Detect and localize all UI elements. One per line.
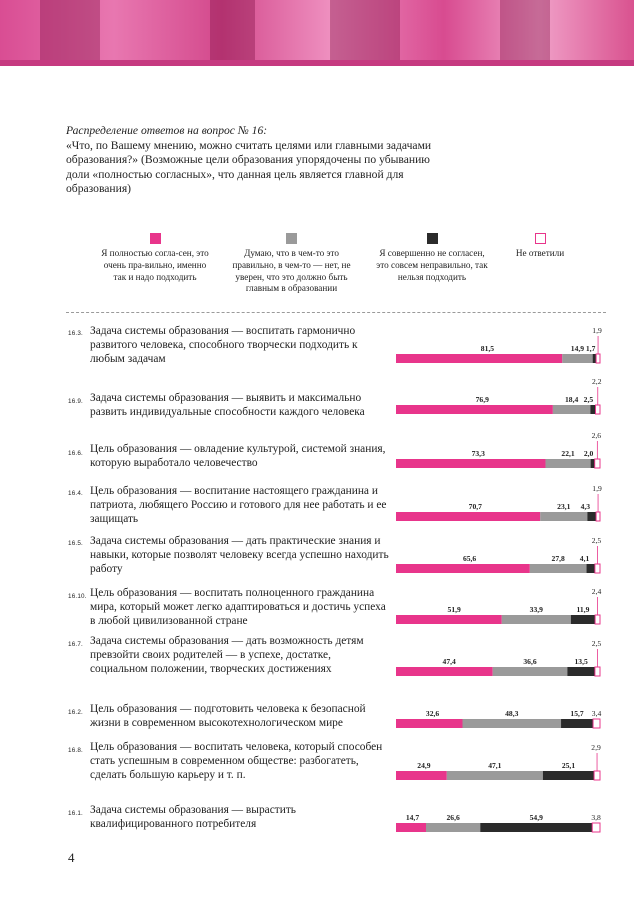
row-label: Задача системы образования — дать практические знания и навыки, которые позволят человеку всегда успешно находить работу	[90, 535, 389, 575]
row-label: Задача системы образования — дать возможность детям превзойти своих родителей — в успехе, достатке, социальном положении, творческих достижениях	[90, 635, 364, 675]
bar-segment-no-answer	[595, 667, 600, 676]
bar-value-label: 47,4	[442, 657, 456, 666]
row-code: 16.7.	[68, 641, 84, 648]
bar-segment-partly-agree	[562, 354, 592, 363]
bar-segment-no-answer	[592, 823, 600, 832]
bar-segment-disagree	[587, 564, 595, 573]
row-label: Цель образования — подготовить человека к безопасной жизни в современном высокотехнологическом мире	[90, 703, 366, 729]
bar-value-label: 51,9	[447, 605, 461, 614]
bar-value-label: 2,5	[583, 395, 594, 404]
bar-segment-partly-agree	[447, 771, 543, 780]
bar-value-label: 18,4	[564, 395, 579, 404]
bar-value-label: 27,8	[551, 554, 565, 563]
bar-segment-partly-agree	[540, 512, 587, 521]
bar-value-label: 2,5	[591, 639, 602, 648]
bar-value-label: 36,6	[523, 657, 537, 666]
legend-label: Думаю, что в чем-то это правильно, в чем-то — нет, не уверен, что это должно быть главным в образовании	[232, 248, 351, 294]
bar-value-label: 2,5	[591, 536, 602, 545]
bar-value-label: 15,7	[570, 709, 584, 718]
bar-segment-partly-agree	[553, 405, 591, 414]
bar-segment-partly-agree	[426, 823, 480, 832]
bar-value-label: 23,1	[557, 502, 571, 511]
row-code: 16.4.	[68, 490, 84, 497]
bar-segment-fully-agree	[396, 512, 540, 521]
bar-segment-fully-agree	[396, 354, 562, 363]
bar-segment-partly-agree	[530, 564, 587, 573]
bar-segment-partly-agree	[502, 615, 571, 624]
bar-value-label: 3,4	[591, 709, 602, 718]
bar-segment-fully-agree	[396, 667, 493, 676]
bar-value-label: 70,7	[468, 502, 482, 511]
bar-segment-fully-agree	[396, 771, 447, 780]
row-label: Цель образования — воспитать человека, который способен стать успешным в современном обществе: разбогатеть, сделать большую карьеру и т. п.	[90, 741, 383, 781]
row-label: Цель образования — воспитать полноценного гражданина мира, который может легко адаптироваться и достичь успеха в любой цивилизованной стране	[90, 587, 386, 627]
bar-value-label: 33,9	[529, 605, 543, 614]
bar-segment-no-answer	[596, 512, 600, 521]
bar-value-label: 48,3	[505, 709, 519, 718]
bar-value-label: 54,9	[529, 813, 543, 822]
bar-segment-partly-agree	[546, 459, 591, 468]
bar-segment-fully-agree	[396, 405, 553, 414]
legend-label: Не ответили	[515, 248, 565, 258]
bar-value-label: 1,9	[592, 484, 602, 493]
bar-value-label: 1,9	[592, 326, 602, 335]
bar-segment-fully-agree	[396, 564, 530, 573]
bar-segment-no-answer	[595, 564, 600, 573]
row-label: Цель образования — воспитание настоящего гражданина и патриота, любящего Россию и готового для нее работать и ее защищать	[90, 485, 387, 525]
bar-value-label: 81,5	[480, 344, 495, 353]
bar-segment-disagree	[590, 405, 595, 414]
bar-value-label: 4,1	[579, 554, 590, 563]
bar-segment-no-answer	[596, 405, 600, 414]
bar-segment-fully-agree	[396, 719, 463, 728]
row-code: 16.1.	[68, 810, 84, 817]
bar-value-label: 76,9	[475, 395, 489, 404]
bar-value-label: 13,5	[574, 657, 588, 666]
bar-value-label: 2,4	[591, 587, 602, 596]
bar-segment-no-answer	[595, 615, 600, 624]
bar-value-label: 25,1	[561, 761, 576, 770]
question-text: «Что, по Вашему мнению, можно считать целями или главными задачами образования?» (Возможные цели образования упорядочены по убыванию доли «полностью согласных», что данная цель является главной для образования)	[66, 138, 432, 195]
legend-label: Я совершенно не согласен, это совсем неправильно, так нельзя подходить	[376, 248, 488, 282]
row-code: 16.6.	[68, 450, 84, 457]
bar-segment-fully-agree	[396, 615, 502, 624]
bar-segment-disagree	[587, 512, 596, 521]
legend-label: Я полностью согла-сен, это очень пра-вильно, именно так и надо подходить	[101, 248, 209, 282]
bar-segment-disagree	[480, 823, 592, 832]
bar-value-label: 22,1	[561, 449, 575, 458]
row-code: 16.2.	[68, 709, 84, 716]
bar-segment-disagree	[567, 667, 595, 676]
bar-value-label: 26,6	[446, 813, 460, 822]
bar-segment-disagree	[593, 354, 596, 363]
question-intro: Распределение ответов на вопрос № 16:	[66, 124, 268, 137]
bar-value-label: 47,1	[488, 761, 502, 770]
bar-segment-disagree	[591, 459, 595, 468]
row-code: 16.8.	[68, 747, 84, 754]
row-code: 16.9.	[68, 398, 84, 405]
bar-value-label: 14,7	[405, 813, 420, 822]
bar-value-label: 65,6	[462, 554, 477, 563]
row-code: 16.5.	[68, 540, 84, 547]
bar-segment-disagree	[561, 719, 593, 728]
row-label: Задача системы образования — выявить и максимально развить индивидуальные способности каждого человека	[90, 392, 365, 418]
bar-segment-disagree	[543, 771, 594, 780]
row-code: 16.10.	[68, 593, 87, 600]
bar-segment-fully-agree	[396, 459, 546, 468]
bar-value-label: 11,9	[576, 605, 590, 614]
bar-value-label: 24,9	[417, 761, 431, 770]
bar-segment-partly-agree	[493, 667, 568, 676]
bar-value-label: 2,9	[591, 743, 601, 752]
bar-segment-no-answer	[594, 771, 600, 780]
bar-value-label: 73,3	[471, 449, 485, 458]
bar-segment-no-answer	[596, 354, 600, 363]
page-number: 4	[68, 850, 75, 865]
bar-value-label: 3,8	[591, 813, 601, 822]
bar-segment-no-answer	[595, 459, 600, 468]
row-label: Задача системы образования — воспитать гармонично развитого человека, способного творчески подходить к любым задачам	[90, 325, 358, 365]
row-label: Задача системы образования — вырастить квалифицированного потребителя	[90, 804, 296, 830]
row-label: Цель образования — овладение культурой, системой знания, которую выработало человечество	[90, 443, 386, 469]
bar-segment-partly-agree	[463, 719, 562, 728]
bar-value-label: 2,2	[592, 377, 602, 386]
bar-value-label: 2,6	[591, 431, 602, 440]
bar-value-label: 1,7	[585, 344, 596, 353]
bar-segment-fully-agree	[396, 823, 426, 832]
bar-value-label: 14,9	[570, 344, 585, 353]
bar-segment-no-answer	[593, 719, 600, 728]
bar-value-label: 2,0	[583, 449, 594, 458]
bar-value-label: 32,6	[425, 709, 440, 718]
row-code: 16.3.	[68, 330, 84, 337]
bar-value-label: 4,3	[580, 502, 591, 511]
bar-segment-disagree	[571, 615, 595, 624]
